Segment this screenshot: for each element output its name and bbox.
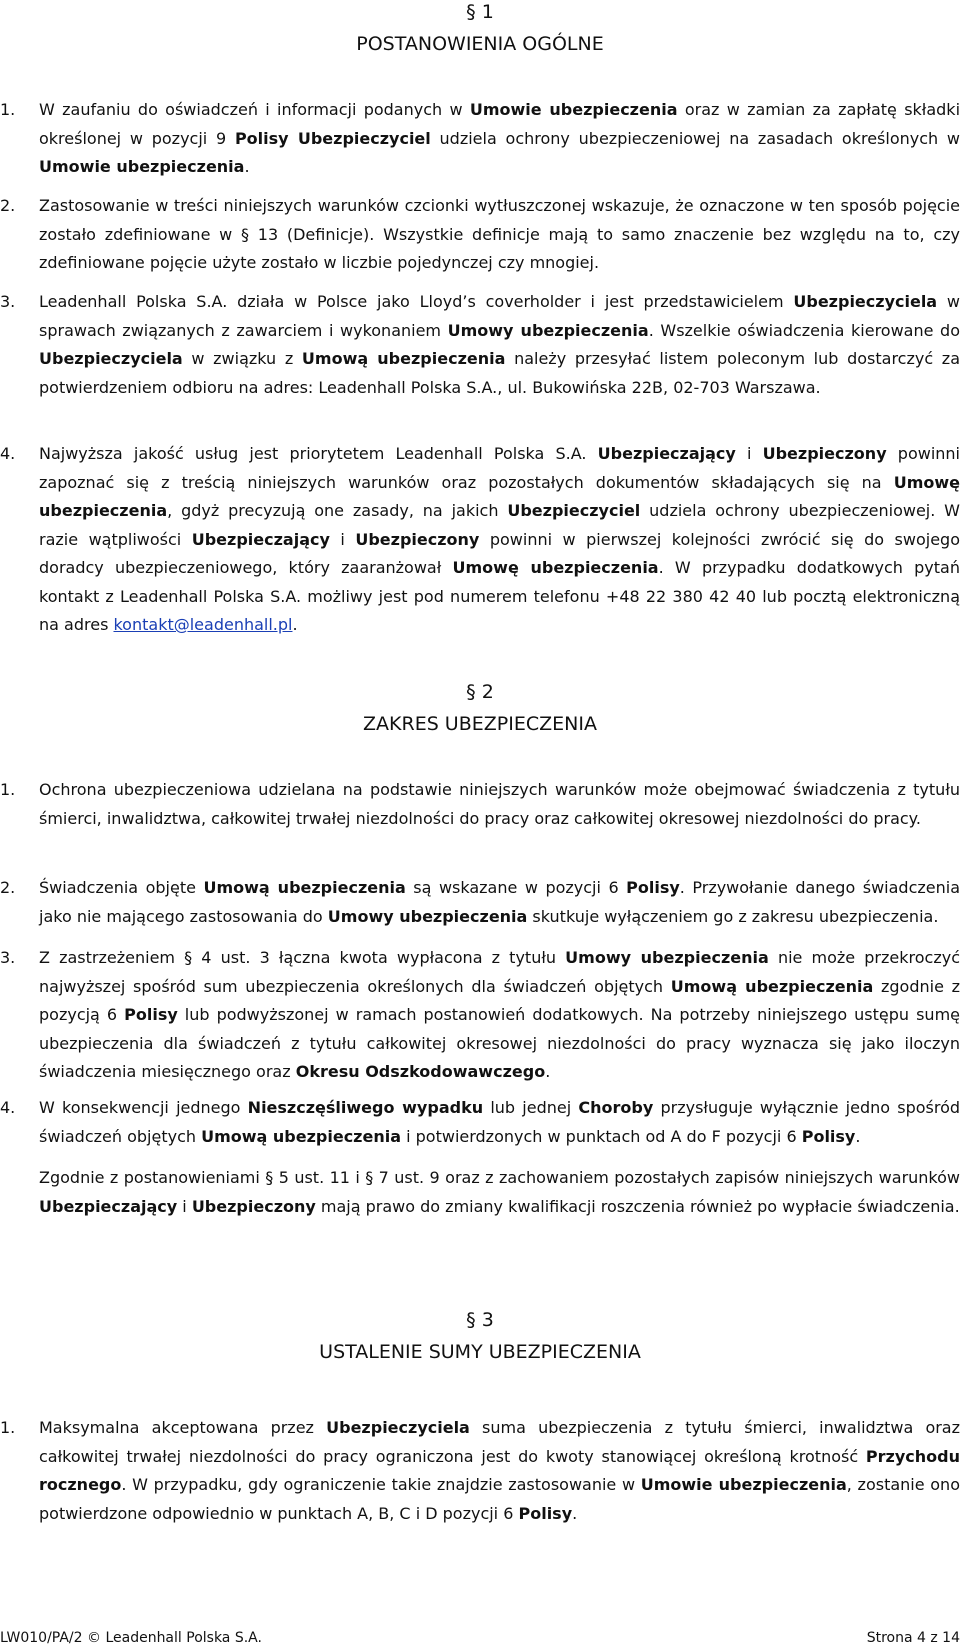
defined-term: Polisy [626,878,680,897]
defined-term: Umowy ubezpieczenia [565,948,769,967]
defined-term: Polisy [518,1503,573,1523]
section-heading-3 [0,1304,960,1368]
defined-term: Umową ubezpieczenia [203,878,406,897]
section-symbol: § 1 [466,1,494,23]
defined-term: Umowie ubezpieczenia [469,100,678,119]
defined-term: Ubezpieczający [39,1196,178,1216]
section-title: POSTANOWIENIA OGÓLNE [356,33,604,55]
defined-term: Polisy [124,1005,178,1024]
section-heading-2 [0,676,960,740]
defined-term: Umowę ubezpieczenia [452,558,659,577]
defined-term: Umową ubezpieczenia [301,349,506,368]
defined-term: Umowę ubezpieczenia [39,472,960,520]
section-symbol: § 3 [466,1309,494,1331]
footer-page-number: Strona 4 z 14 [866,1630,960,1646]
paragraph-2-1: 1. Ochrona ubezpieczeniowa udzielana na podstawie niniejszych warunków może obejmować świadczenia z tytułu śmierci, inwalidztwa, całkowitej trwałej niezdolności do pracy oraz całkowitej okresowej niezdolności do pracy. [0,776,960,833]
defined-term: Nieszczęśliwego wypadku [247,1098,484,1117]
paragraph-number: 3. [0,292,16,311]
defined-term: Umowie ubezpieczenia [39,157,245,176]
paragraph-2-3: 3. Z zastrzeżeniem § 4 ust. 3 łączna kwota wypłacona z tytułu Umowy ubezpieczenia nie może przekroczyć najwyższej spośród sum ubezpieczenia określonych dla świadczeń objętych Umową ubezpieczenia zgodnie z pozycją 6 Polisy lub podwyższonej w ramach postanowień dodatkowych. Na potrzeby niniejszego ustępu sumę ubezpieczenia dla świadczeń z tytułu całkowitej okresowej niezdolności do pracy wyznacza się jako iloczyn świadczenia miesięcznego oraz Okresu Odszkodowawczego. [0,944,960,1087]
defined-term: Umową ubezpieczenia [201,1126,402,1146]
defined-term: Ubezpieczony [762,444,887,463]
section-title: ZAKRES UBEZPIECZENIA [363,713,597,735]
paragraph-2-2: 2. Świadczenia objęte Umową ubezpieczenia są wskazane w pozycji 6 Polisy. Przywołanie danego świadczenia jako nie mającego zastosowania do Umowy ubezpieczenia skutkuje wyłączeniem go z zakresu ubezpieczenia. [0,874,960,931]
section-symbol: § 2 [466,681,494,703]
defined-term: Przychodu rocznego [39,1446,960,1494]
defined-term: Umowie ubezpieczenia [640,1475,847,1494]
defined-term: Ubezpieczyciela [793,292,938,311]
email-link[interactable]: kontakt@leadenhall.pl [113,615,293,634]
defined-term: Ubezpieczający [597,444,736,463]
defined-term: Ubezpieczyciela [326,1418,470,1437]
paragraph-1-3: 3. Leadenhall Polska S.A. działa w Polsce jako Lloyd’s coverholder i jest przedstawicielem Ubezpieczyciela w sprawach związanych z zawarciem i wykonaniem Umowy ubezpieczenia. Wszelkie oświadczenia kierowane do Ubezpieczyciela w związku z Umową ubezpieczenia należy przesyłać listem poleconym lub dostarczyć za potwierdzeniem odbioru na adres: Leadenhall Polska S.A., ul. Bukowińska 22B, 02-703 Warszawa. [0,288,960,402]
paragraph-3-1: 1. Maksymalna akceptowana przez Ubezpieczyciela suma ubezpieczenia z tytułu śmierci, inwalidztwa oraz całkowitej trwałej niezdolności do pracy ograniczona jest do kwoty stanowiącej określoną krotność Przychodu rocznego. W przypadku, gdy ograniczenie takie znajdzie zastosowanie w Umowie ubezpieczenia, zostanie ono potwierdzone odpowiednio w punktach A, B, C i D pozycji 6 Polisy. [0,1414,960,1528]
defined-term: Umowy ubezpieczenia [447,320,649,340]
defined-term: Polisy [801,1126,856,1146]
section-heading-1 [0,0,960,60]
paragraph-number: 4. [0,1098,16,1117]
defined-term: Okresu Odszkodowawczego [295,1062,546,1081]
paragraph-number: 1. [0,100,16,119]
footer-document-code: LW010/PA/2 © Leadenhall Polska S.A. [0,1630,262,1646]
defined-term: Ubezpieczony [191,1196,316,1216]
defined-term: Umowy ubezpieczenia [327,906,528,926]
defined-term: Ubezpieczyciel [507,501,641,520]
defined-term: Choroby [578,1098,654,1117]
defined-term: Ubezpieczony [355,529,480,549]
paragraph-2-note: Zgodnie z postanowieniami § 5 ust. 11 i § 7 ust. 9 oraz z zachowaniem pozostałych zapisów niniejszych warunków Ubezpieczający i Ubezpieczony mają prawo do zmiany kwalifikacji roszczenia również po wypłacie świadczenia. [39,1168,960,1216]
paragraph-number: 2. [0,196,16,215]
paragraph-1-1: 1. W zaufaniu do oświadczeń i informacji podanych w Umowie ubezpieczenia oraz w zamian za zapłatę składki określonej w pozycji 9 Polisy Ubezpieczyciel udziela ochrony ubezpieczeniowej na zasadach określonych w Umowie ubezpieczenia. [0,96,960,182]
defined-term: Umową ubezpieczenia [670,976,874,996]
paragraph-number: 1. [0,780,16,799]
defined-term: Ubezpieczyciela [39,349,183,368]
paragraph-1-2: 2. Zastosowanie w treści niniejszych warunków czcionki wytłuszczonej wskazuje, że oznaczone w ten sposób pojęcie zostało zdefiniowane w § 13 (Definicje). Wszystkie definicje mają to samo znaczenie bez względu na to, czy zdefiniowane pojęcie użyte zostało w liczbie pojedynczej czy mnogiej. [0,192,960,278]
defined-term: Polisy Ubezpieczyciel [234,128,431,148]
defined-term: Ubezpieczający [191,529,330,549]
paragraph-1-4: 4. Najwyższa jakość usług jest priorytetem Leadenhall Polska S.A. Ubezpieczający i Ubezpieczony powinni zapoznać się z treścią niniejszych warunków oraz pozostałych dokumentów składających się na Umowę ubezpieczenia, gdyż precyzują one zasady, na jakich Ubezpieczyciel udziela ochrony ubezpieczeniowej. W razie wątpliwości Ubezpieczający i Ubezpieczony powinni w pierwszej kolejności zwrócić się do swojego doradcy ubezpieczeniowego, który zaaranżował Umowę ubezpieczenia. W przypadku dodatkowych pytań kontakt z Leadenhall Polska S.A. możliwy jest pod numerem telefonu +48 22 380 42 40 lub pocztą elektroniczną na adres kontakt@leadenhall.pl. [0,440,960,640]
section-title: USTALENIE SUMY UBEZPIECZENIA [319,1341,641,1363]
paragraph-number: 1. [0,1418,16,1437]
paragraph-number: 4. [0,444,16,463]
paragraph-number: 2. [0,878,16,897]
paragraph-2-4: 4. W konsekwencji jednego Nieszczęśliwego wypadku lub jednej Choroby przysługuje wyłącznie jedno spośród świadczeń objętych Umową ubezpieczenia i potwierdzonych w punktach od A do F pozycji 6 Polisy. [0,1094,960,1151]
paragraph-number: 3. [0,948,16,967]
